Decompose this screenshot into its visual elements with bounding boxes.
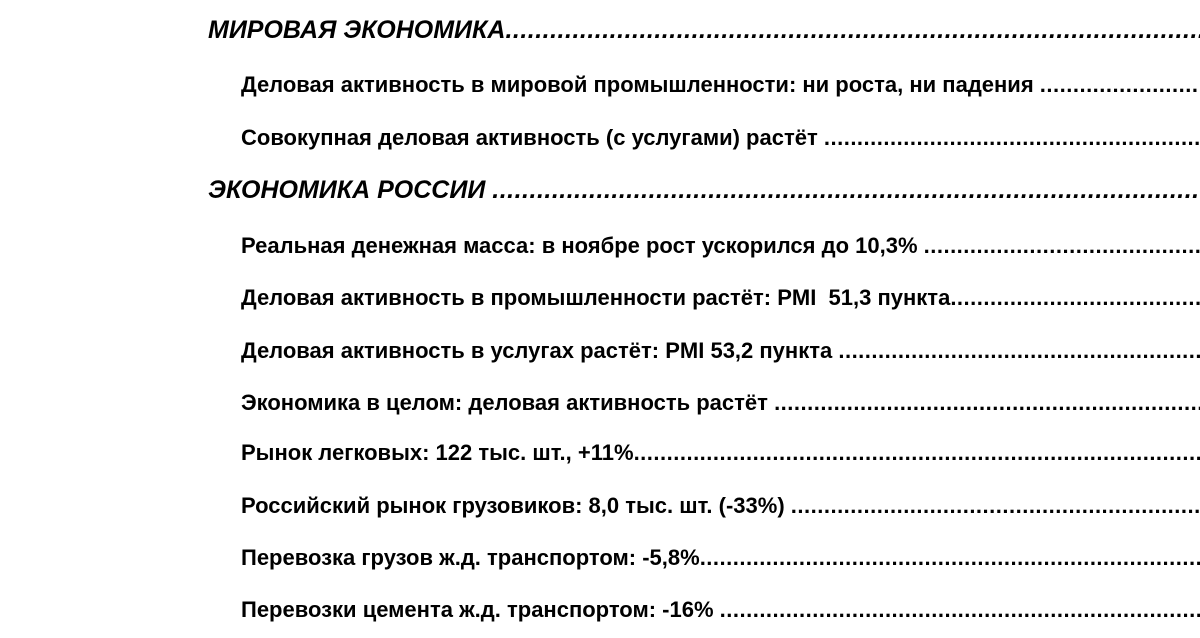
dot-leader	[700, 545, 1200, 571]
toc-item[interactable]	[241, 125, 1200, 151]
toc-section-russia-economy[interactable]	[208, 176, 1200, 205]
toc-item-title: Деловая активность в мировой промышленности: ни роста, ни падения	[241, 72, 1040, 97]
dot-leader	[634, 440, 1200, 466]
toc-item-title: Реальная денежная масса: в ноябре рост ускорился до 10,3%	[241, 233, 924, 258]
toc-item-title: Российский рынок грузовиков: 8,0 тыс. шт. (-33%)	[241, 493, 791, 518]
toc-item-title: Перевозки цемента ж.д. транспортом: -16%	[241, 597, 720, 622]
dot-leader	[505, 16, 1200, 45]
toc-section-title: МИРОВАЯ ЭКОНОМИКА	[208, 16, 506, 44]
dot-leader	[950, 285, 1200, 311]
toc-item[interactable]	[241, 493, 1200, 519]
dot-leader	[720, 597, 1200, 623]
dot-leader	[492, 176, 1200, 205]
toc-item[interactable]	[241, 285, 1200, 311]
dot-leader	[1040, 72, 1200, 98]
toc-item-title: Совокупная деловая активность (с услугами) растёт	[241, 125, 824, 150]
toc-item[interactable]	[241, 338, 1200, 364]
dot-leader	[824, 125, 1200, 151]
toc-item-title: Экономика в целом: деловая активность растёт	[241, 390, 775, 415]
toc-section-world-economy[interactable]	[208, 16, 1200, 45]
toc-item-title: Деловая активность в услугах растёт: PMI 53,2 пункта	[241, 338, 839, 363]
toc-item[interactable]	[241, 233, 1200, 259]
toc-item[interactable]	[241, 545, 1200, 571]
toc-item[interactable]	[241, 597, 1200, 623]
dot-leader	[774, 390, 1200, 416]
toc-item-title: Деловая активность в промышленности растёт: PMI 51,3 пункта	[241, 285, 951, 310]
toc-item-title: Перевозка грузов ж.д. транспортом: -5,8%	[241, 545, 700, 570]
toc-item[interactable]	[241, 72, 1200, 98]
toc-item[interactable]	[241, 440, 1200, 466]
toc-item[interactable]	[241, 390, 1200, 416]
dot-leader	[924, 233, 1200, 259]
dot-leader	[838, 338, 1200, 364]
toc-section-title: ЭКОНОМИКА РОССИИ	[208, 176, 493, 204]
toc-item-title: Рынок легковых: 122 тыс. шт., +11%	[241, 440, 634, 465]
dot-leader	[791, 493, 1200, 519]
